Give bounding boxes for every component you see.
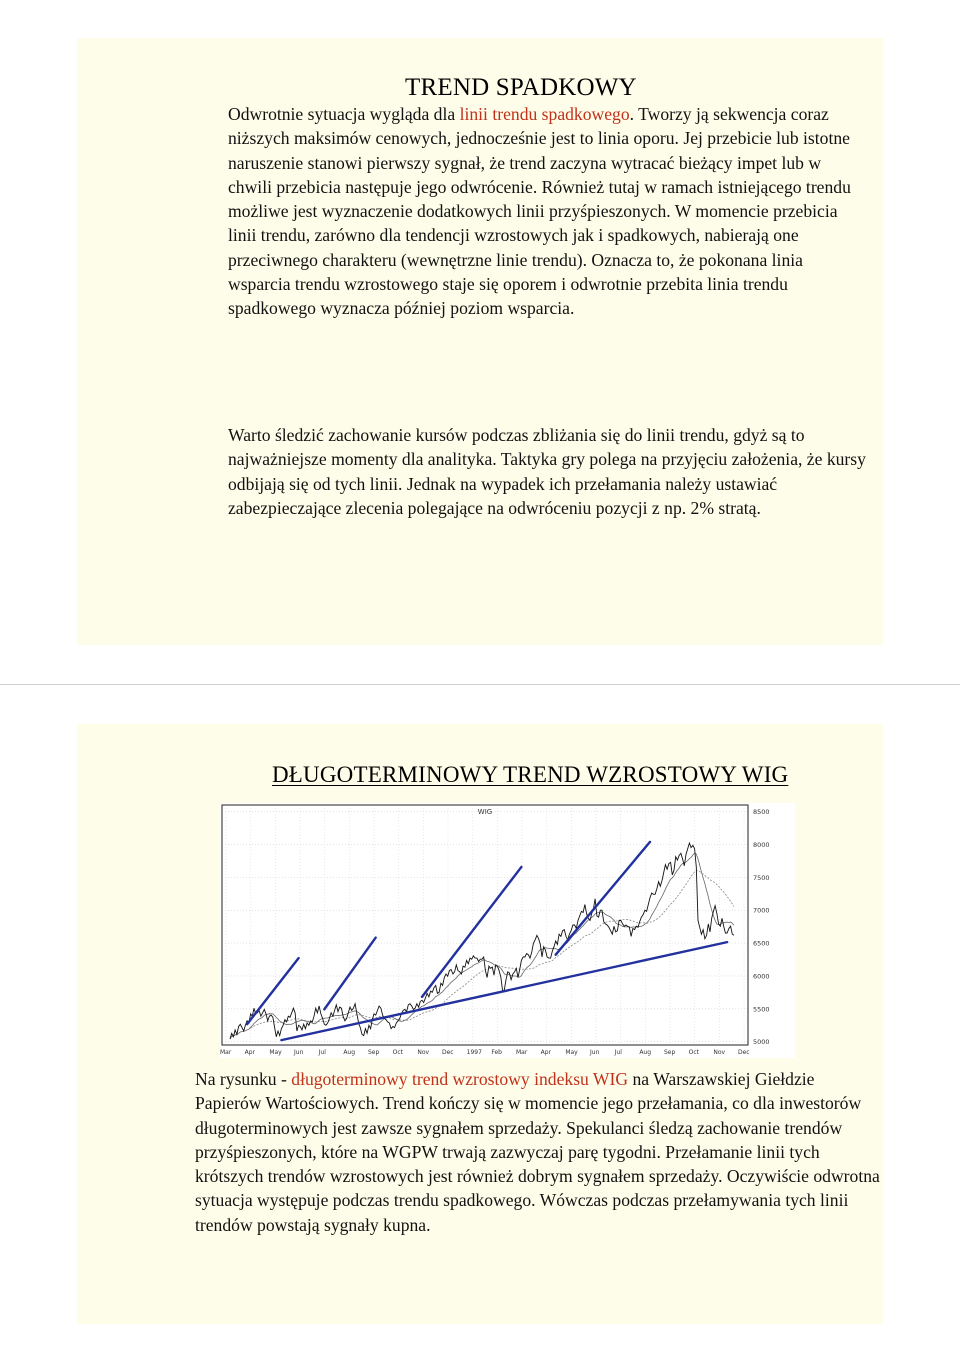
x-tick-label: Dec <box>738 1049 750 1056</box>
x-tick-label: Feb <box>491 1049 502 1056</box>
x-tick-label: May <box>565 1049 578 1056</box>
slide-wig-trend <box>77 724 883 1324</box>
x-tick-label: Jul <box>318 1049 326 1056</box>
x-tick-label: Jun <box>590 1049 600 1056</box>
x-tick-label: Aug <box>343 1049 356 1056</box>
paragraph-tactics: Warto śledzić zachowanie kursów podczas zbliżania się do linii trendu, gdyż są to najważniejsze momenty dla analityka. Taktyka gry polega na przyjęciu założenia, że kursy odbijają się od tych linii. Jednak na wypadek ich przełamania należy ustawiać zabezpieczające zlecenia polegające na odwróceniu pozycji z np. 2% stratą. <box>228 425 866 518</box>
paragraph-chart-description <box>195 1067 885 1237</box>
y-tick-label: 5000 <box>753 1038 770 1047</box>
y-tick-label: 6500 <box>753 939 770 948</box>
y-tick-label: 5500 <box>753 1005 770 1014</box>
page-divider <box>0 684 960 685</box>
slide-title: DŁUGOTERMINOWY TREND WZROSTOWY WIG <box>272 762 789 787</box>
slide-trend-spadkowy <box>77 38 883 645</box>
slide-title: TREND SPADKOWY <box>405 74 637 101</box>
x-tick-label: May <box>269 1049 282 1056</box>
x-tick-label: Nov <box>713 1049 726 1056</box>
x-tick-label: Nov <box>417 1049 430 1056</box>
paragraph-text: Odwrotnie sytuacja wygląda dla <box>228 104 460 124</box>
x-tick-label: Mar <box>220 1049 232 1056</box>
wig-chart <box>220 803 795 1058</box>
paragraph-text: . Tworzy ją sekwencja coraz niższych maksimów cenowych, jednocześnie jest to linia oporu. Jej przebicie lub istotne naruszenie stanowi pierwszy sygnał, że trend zaczyna wytracać bieżący impet lub w chwili przebicia następuje jego odwrócenie. Również tutaj w ramach istniejącego trendu możliwe jest wyznaczenie dodatkowych linii przyśpieszonych. W momencie przebicia linii trendu, zarówno dla tendencji wzrostowych jak i spadkowych, nabierają one przeciwnego charakteru (wewnętrzne linie trendu). Oznacza to, że pokonana linia wsparcia trendu wzrostowego staje się oporem i odwrotnie przebita linia trendu spadkowego wyznacza później poziom wsparcia. <box>228 104 851 319</box>
highlighted-term: linii trendu spadkowego <box>459 104 630 124</box>
y-tick-label: 6000 <box>753 972 770 981</box>
highlighted-term: długoterminowy trend wzrostowy indeksu WIG <box>291 1069 629 1089</box>
chart-title: WIG <box>477 808 493 816</box>
x-tick-label: Oct <box>688 1049 700 1056</box>
x-tick-label: Sep <box>368 1049 380 1056</box>
y-tick-label: 7500 <box>753 873 770 882</box>
chart-background <box>220 803 795 1058</box>
x-tick-label: 1997 <box>466 1049 482 1056</box>
x-tick-label: Jun <box>294 1049 304 1056</box>
x-tick-label: Mar <box>516 1049 528 1056</box>
x-tick-label: Dec <box>442 1049 454 1056</box>
x-tick-label: Aug <box>639 1049 652 1056</box>
y-tick-label: 7000 <box>753 906 770 915</box>
y-tick-label: 8500 <box>753 808 770 817</box>
y-tick-label: 8000 <box>753 840 770 849</box>
x-tick-label: Oct <box>392 1049 404 1056</box>
x-tick-label: Apr <box>244 1049 256 1056</box>
paragraph-text: na Warszawskiej Giełdzie Papierów Wartościowych. Trend kończy się w momencie jego przełamania, co dla inwestorów długoterminowych jest zawsze sygnałem sprzedaży. Spekulanci śledzą zachowanie trendów przyśpieszonych, które na WGPW trwają zazwyczaj parę tygodni. Przełamanie linii tych krótszych trendów wzrostowych jest również dobrym sygnałem sprzedaży. Oczywiście odwrotna sytuacja występuje podczas trendu spadkowego. Wówczas podczas przełamywania tych linii trendów powstają sygnały kupna. <box>195 1069 880 1235</box>
paragraph-intro <box>228 102 868 321</box>
x-tick-label: Sep <box>664 1049 676 1056</box>
paragraph-text: Na rysunku - <box>195 1069 292 1089</box>
x-tick-label: Jul <box>614 1049 622 1056</box>
x-tick-label: Apr <box>540 1049 552 1056</box>
